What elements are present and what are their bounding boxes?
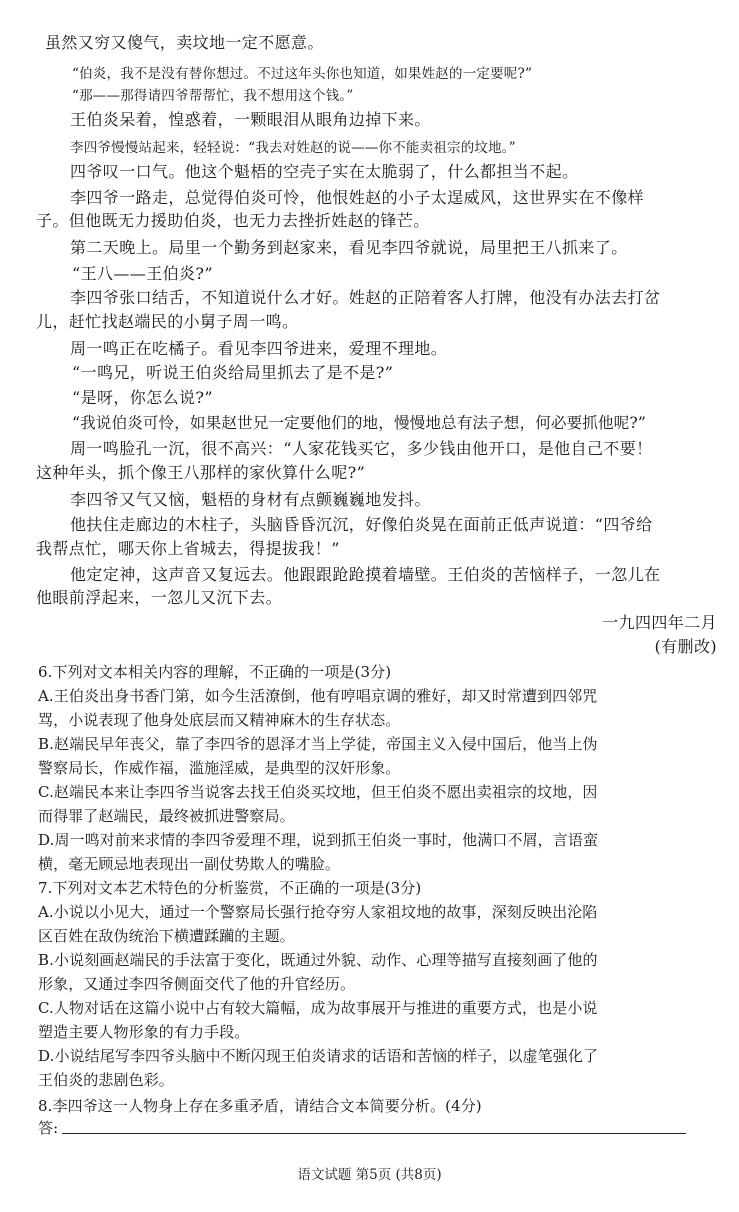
answer-label: 答: xyxy=(38,1119,59,1137)
question-7-option-line: C.人物对话在这篇小说中占有较大篇幅，成为故事展开与推进的重要方式，也是小说 xyxy=(38,999,598,1017)
question-7-stem: 7.下列对文本艺术特色的分析鉴赏，不正确的一项是(3分) xyxy=(38,879,422,897)
story-line: 李四爷张口结舌，不知道说什么才好。姓赵的正陪着客人打牌，他没有办法去打岔 xyxy=(70,288,661,307)
question-6-option-line: 横，毫无顾忌地表现出一副仗势欺人的嘴脸。 xyxy=(38,855,341,873)
story-line: 虽然又穷又傻气，卖坟地一定不愿意。 xyxy=(45,33,324,52)
question-6-option-line: A.王伯炎出身书香门第，如今生活潦倒，他有哼唱京调的雅好，却又时常遭到四邻咒 xyxy=(38,687,598,705)
story-line: 王伯炎呆着，惶惑着，一颗眼泪从眼角边掉下来。 xyxy=(70,110,431,129)
question-6-option-line: 而得罪了赵端民，最终被抓进警察局。 xyxy=(38,807,295,825)
story-line: 儿，赶忙找赵端民的小舅子周一鸣。 xyxy=(36,312,299,331)
story-date: 一九四四年二月 xyxy=(602,613,717,632)
story-line: “一鸣兄，听说王伯炎给局里抓去了是不是?” xyxy=(72,363,394,382)
story-line: 他眼前浮起来，一忽儿又沉下去。 xyxy=(36,588,283,607)
story-line: 李四爷慢慢站起来，轻轻说：“我去对姓赵的说——你不能卖祖宗的坟地。” xyxy=(70,140,516,156)
story-line: 周一鸣脸孔一沉，很不高兴：“人家花钱买它，多少钱由他开口，是他自己不要！ xyxy=(70,439,653,458)
question-6-option-line: B.赵端民早年丧父，靠了李四爷的恩泽才当上学徒，帝国主义入侵中国后，他当上伪 xyxy=(38,735,598,753)
question-6-stem: 6.下列对文本相关内容的理解，不正确的一项是(3分) xyxy=(38,663,392,681)
question-8-stem: 8.李四爷这一人物身上存在多重矛盾，请结合文本简要分析。(4分) xyxy=(38,1097,482,1115)
story-line: 我帮点忙，哪天你上省城去，得提拔我！” xyxy=(36,539,340,558)
story-note: (有删改) xyxy=(654,637,717,656)
story-line: 他扶住走廊边的木柱子，头脑昏昏沉沉，好像伯炎晃在面前正低声说道：“四爷给 xyxy=(70,515,653,534)
question-7-option-line: 形象，又通过李四爷侧面交代了他的升官经历。 xyxy=(38,975,356,993)
story-line: “伯炎，我不是没有替你想过。不过这年头你也知道，如果姓赵的一定要呢?” xyxy=(72,66,533,82)
story-line: 这种年头，抓个像王八那样的家伙算什么呢?” xyxy=(36,463,366,482)
story-line: “王八——王伯炎?” xyxy=(72,264,213,283)
story-line: 四爷叹一口气。他这个魁梧的空壳子实在太脆弱了，什么都担当不起。 xyxy=(70,162,579,181)
story-line: “我说伯炎可怜，如果赵世兄一定要他们的地，慢慢地总有法子想，何必要抓他呢?” xyxy=(72,414,646,432)
question-7-option-line: B.小说刻画赵端民的手法富于变化，既通过外貌、动作、心理等描写直接刻画了他的 xyxy=(38,951,598,969)
question-6-option-line: 警察局长，作威作福，滥施淫威，是典型的汉奸形象。 xyxy=(38,759,401,777)
answer-blank-line[interactable] xyxy=(62,1133,686,1134)
question-6-option-line: C.赵端民本来让李四爷当说客去找王伯炎买坟地，但王伯炎不愿出卖祖宗的坟地，因 xyxy=(38,783,598,801)
story-line: “那——那得请四爷帮帮忙，我不想用这个钱。” xyxy=(72,88,354,104)
story-line: 子。但他既无力援助伯炎，也无力去挫折姓赵的锋芒。 xyxy=(36,211,430,230)
question-7-option-line: 塑造主要人物形象的有力手段。 xyxy=(38,1023,250,1041)
question-6-option-line: D.周一鸣对前来求情的李四爷爱理不理，说到抓王伯炎一事时，他满口不屑，言语蛮 xyxy=(38,831,599,849)
question-7-option-line: 区百姓在敌伪统治下横遭蹂躏的主题。 xyxy=(38,927,295,945)
story-line: 他定定神，这声音又复远去。他跟跟跄跄摸着墙壁。王伯炎的苦恼样子，一忽儿在 xyxy=(70,565,661,584)
story-line: 李四爷一路走，总觉得伯炎可怜，他恨姓赵的小子太逞威风，这世界实在不像样 xyxy=(70,188,645,207)
question-7-option-line: A.小说以小见大，通过一个警察局长强行抢夺穷人家祖坟地的故事，深刻反映出沦陷 xyxy=(38,903,598,921)
question-6-option-line: 骂，小说表现了他身处底层而又精神麻木的生存状态。 xyxy=(38,711,401,729)
question-7-option-line: D.小说结尾写李四爷头脑中不断闪现王伯炎请求的话语和苦恼的样子，以虚笔强化了 xyxy=(38,1047,599,1065)
page-footer: 语文试题 第5页 (共8页) xyxy=(297,1167,442,1183)
question-7-option-line: 王伯炎的悲剧色彩。 xyxy=(38,1071,174,1089)
story-line: 周一鸣正在吃橘子。看见李四爷进来，爱理不理地。 xyxy=(70,339,448,358)
story-line: 李四爷又气又恼，魁梧的身材有点颤巍巍地发抖。 xyxy=(70,490,431,509)
story-line: “是呀，你怎么说?” xyxy=(72,388,213,407)
story-line: 第二天晚上。局里一个勤务到赵家来，看见李四爷就说，局里把王八抓来了。 xyxy=(70,238,628,257)
